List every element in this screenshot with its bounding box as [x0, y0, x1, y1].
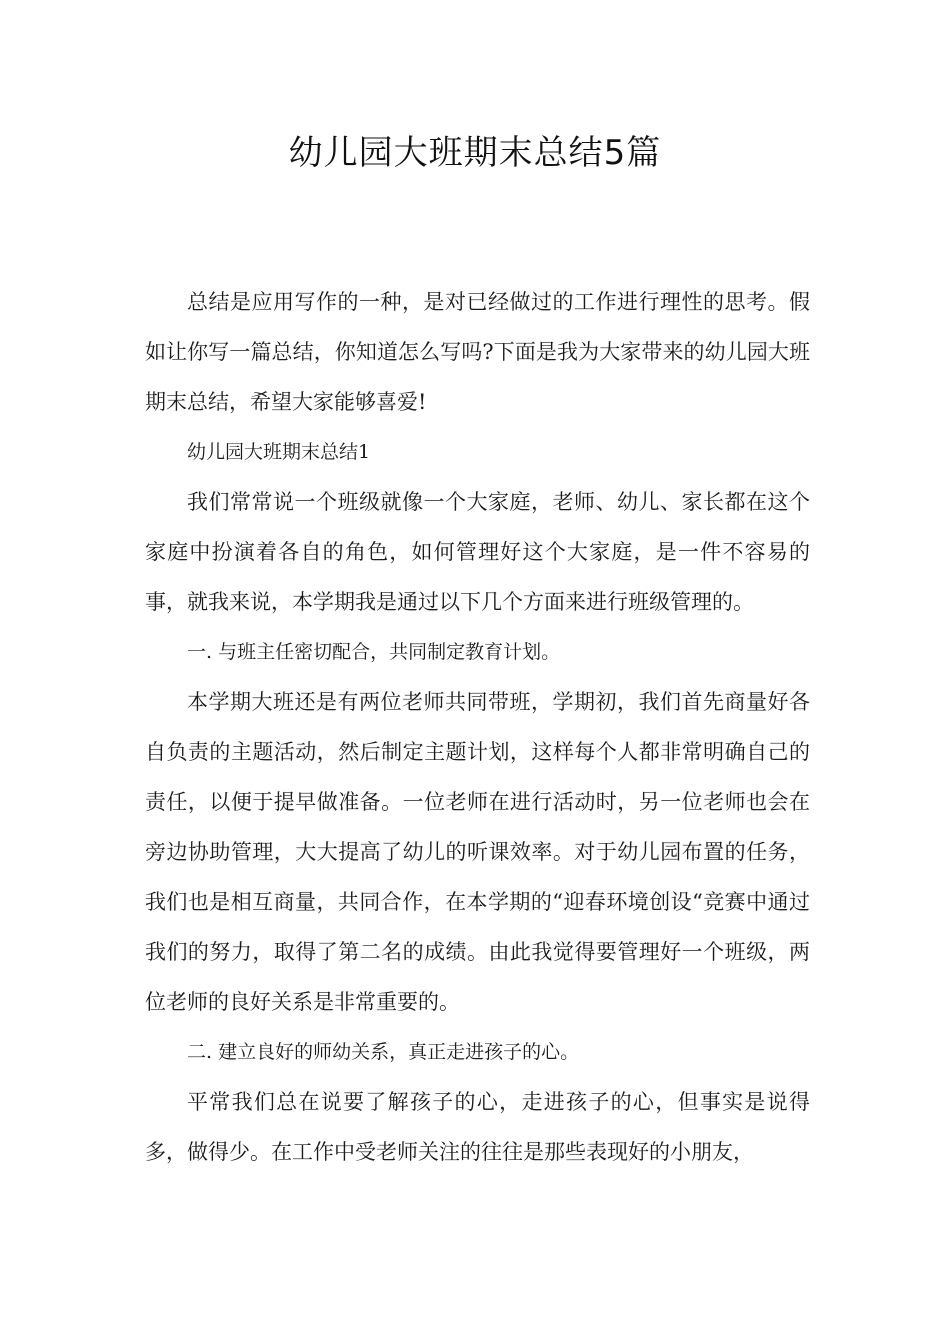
- section-heading: 幼儿园大班期末总结1: [187, 441, 371, 463]
- document-title: 幼儿园大班期末总结5篇: [288, 133, 662, 173]
- document-body: [145, 277, 810, 1177]
- body-paragraph: 本学期大班还是有两位老师共同带班，学期初，我们首先商量好各自负责的主题活动，然后制定主题计划，这样每个人都非常明确自己的责任，以便于提早做准备。一位老师在进行活动时，另一位老师也会在旁边协助管理，大大提高了幼儿的听课效率。对于幼儿园布置的任务，我们也是相互商量，共同合作，在本学期的“迎春环境创设“竞赛中通过我们的努力，取得了第二名的成绩。由此我觉得要管理好一个班级，两位老师的良好关系是非常重要的。: [145, 690, 810, 1014]
- body-paragraph: 我们常常说一个班级就像一个大家庭，老师、幼儿、家长都在这个家庭中扮演着各自的角色，如何管理好这个大家庭，是一件不容易的事，就我来说，本学期我是通过以下几个方面来进行班级管理的。: [145, 490, 810, 614]
- subsection-heading: 一. 与班主任密切配合，共同制定教育计划。: [187, 641, 561, 663]
- subsection-heading: 二. 建立良好的师幼关系，真正走进孩子的心。: [187, 1041, 580, 1063]
- intro-paragraph: 总结是应用写作的一种，是对已经做过的工作进行理性的思考。假如让你写一篇总结，你知道怎么写吗?下面是我为大家带来的幼儿园大班期末总结，希望大家能够喜爱!: [145, 290, 810, 414]
- body-paragraph: 平常我们总在说要了解孩子的心，走进孩子的心，但事实是说得多，做得少。在工作中受老师关注的往往是那些表现好的小朋友，: [145, 1090, 810, 1164]
